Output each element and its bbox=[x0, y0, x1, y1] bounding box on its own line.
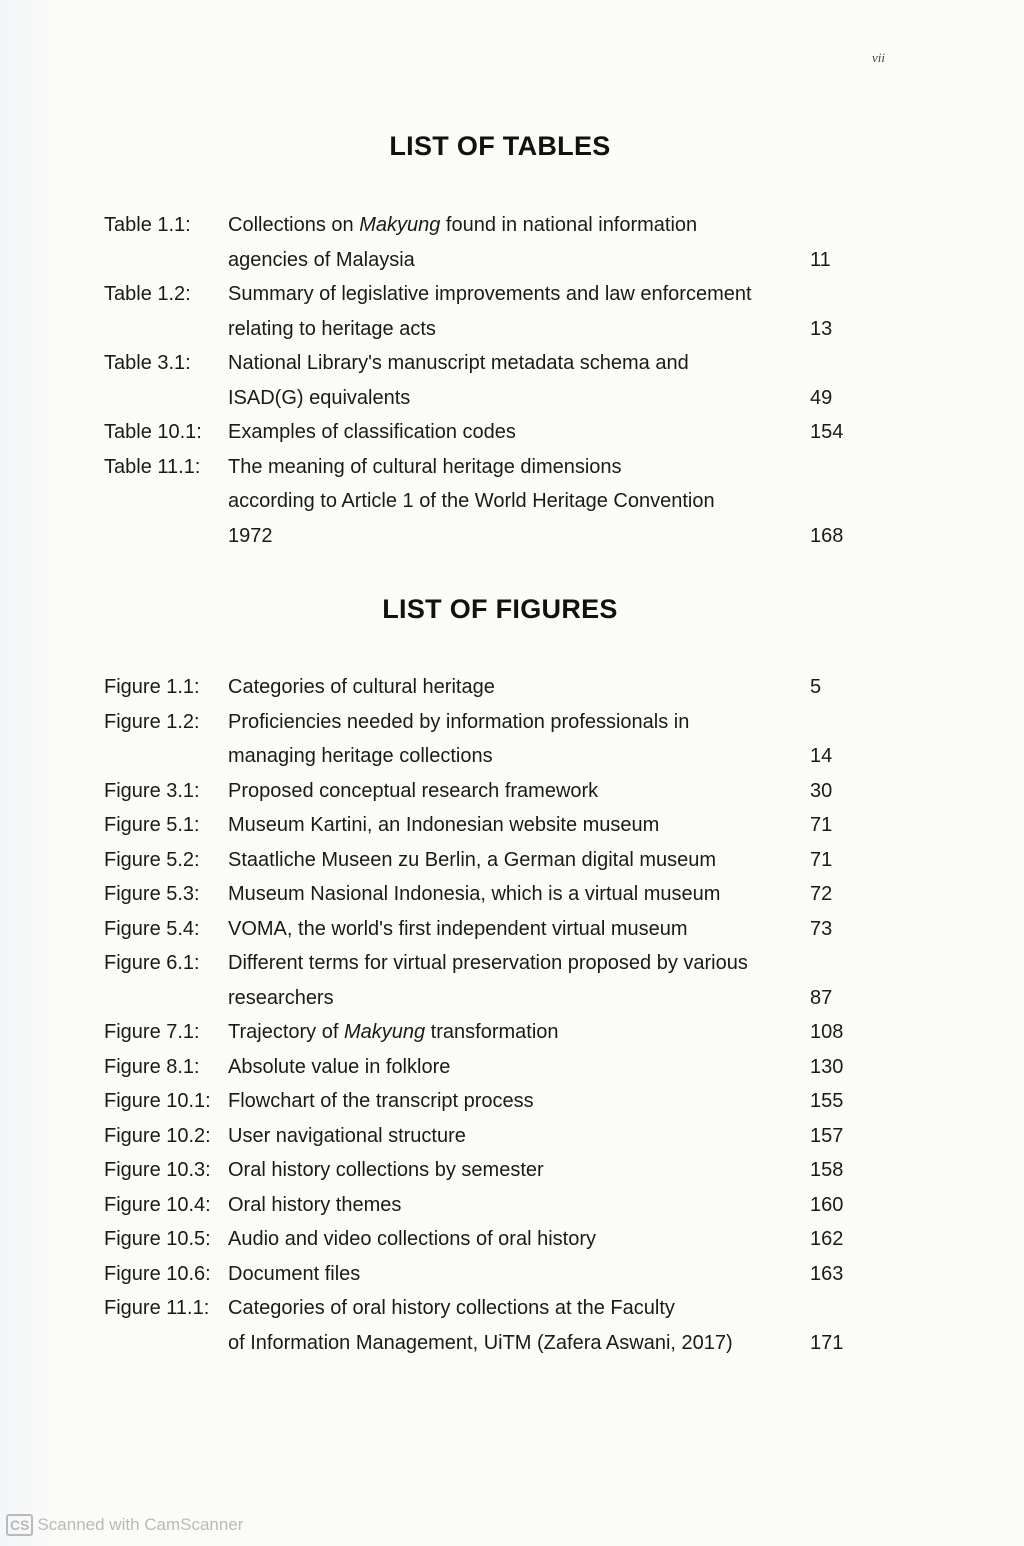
entry-title-line: Oral history collections by semester bbox=[228, 1159, 544, 1181]
figure-entry bbox=[104, 912, 854, 947]
entry-label: Figure 7.1: bbox=[104, 1021, 200, 1043]
entry-page-number: 157 bbox=[810, 1124, 844, 1147]
entry-title-line: The meaning of cultural heritage dimensions bbox=[228, 455, 622, 478]
entry-page-number: 158 bbox=[810, 1159, 844, 1181]
entry-label: Figure 10.1: bbox=[104, 1090, 211, 1112]
entry-title-line: managing heritage collections bbox=[228, 745, 493, 767]
entry-title bbox=[228, 1291, 788, 1360]
entry-title bbox=[228, 277, 788, 346]
entry-page-number: 49 bbox=[810, 386, 833, 409]
entry-label: Figure 5.2: bbox=[104, 848, 200, 871]
entry-page-number: 171 bbox=[810, 1331, 844, 1354]
entry-title bbox=[228, 808, 788, 843]
table-entry bbox=[104, 450, 854, 554]
list-of-figures-heading: LIST OF FIGURES bbox=[382, 594, 618, 624]
entry-page-number: 73 bbox=[810, 917, 833, 940]
figure-entry bbox=[104, 843, 854, 878]
figure-entry bbox=[104, 1119, 854, 1154]
entry-label: Table 10.1: bbox=[104, 421, 202, 443]
camscanner-logo-icon: CS bbox=[6, 1514, 33, 1536]
entry-label: Figure 10.2: bbox=[104, 1124, 211, 1147]
figure-entry bbox=[104, 1050, 854, 1085]
page-number: vii bbox=[872, 50, 885, 65]
entry-page-number: 108 bbox=[810, 1021, 844, 1043]
figure-entry bbox=[104, 1291, 854, 1360]
entry-title bbox=[228, 1153, 788, 1188]
entry-title-line: National Library's manuscript metadata schema and bbox=[228, 352, 689, 374]
entry-title bbox=[228, 877, 788, 912]
entry-page-number: 163 bbox=[810, 1262, 844, 1285]
figure-entry bbox=[104, 877, 854, 912]
entry-page-number: 14 bbox=[810, 745, 833, 767]
entry-label: Figure 11.1: bbox=[104, 1297, 210, 1319]
table-entry bbox=[104, 208, 854, 277]
entry-title bbox=[228, 1257, 788, 1292]
entry-title bbox=[228, 1050, 788, 1085]
figure-entry bbox=[104, 1015, 854, 1050]
entry-page-number: 5 bbox=[810, 676, 822, 698]
entry-label: Figure 10.3: bbox=[104, 1159, 211, 1181]
entry-title-line: ISAD(G) equivalents bbox=[228, 386, 411, 409]
entry-title-line: Proficiencies needed by information professionals in bbox=[228, 710, 690, 733]
entry-page-number: 130 bbox=[810, 1055, 844, 1078]
entry-page-number: 11 bbox=[810, 248, 831, 271]
entry-title-line: Audio and video collections of oral history bbox=[228, 1228, 596, 1250]
entry-title bbox=[228, 843, 788, 878]
entry-page-number: 30 bbox=[810, 779, 833, 802]
entry-title bbox=[228, 346, 788, 415]
entry-label: Figure 10.5: bbox=[104, 1228, 211, 1250]
entry-page-number: 162 bbox=[810, 1228, 844, 1250]
entry-page-number: 71 bbox=[810, 848, 833, 871]
entry-label: Figure 10.4: bbox=[104, 1193, 211, 1216]
entry-page-number: 13 bbox=[810, 317, 833, 340]
entry-title-line: Different terms for virtual preservation proposed by various bbox=[228, 952, 748, 974]
entry-title bbox=[228, 450, 788, 554]
figure-entry bbox=[104, 1222, 854, 1257]
entry-title-line: Staatliche Museen zu Berlin, a German digital museum bbox=[228, 848, 717, 871]
entry-title-line: Flowchart of the transcript process bbox=[228, 1090, 534, 1112]
entry-label: Figure 1.1: bbox=[104, 676, 200, 698]
entry-title-line: Museum Nasional Indonesia, which is a virtual museum bbox=[228, 883, 721, 905]
entry-label: Figure 8.1: bbox=[104, 1055, 200, 1078]
entry-title-line: User navigational structure bbox=[228, 1124, 466, 1147]
entry-title-line: 1972 bbox=[228, 524, 273, 547]
entry-title bbox=[228, 415, 788, 450]
figure-entry bbox=[104, 670, 854, 705]
tables-list bbox=[104, 208, 854, 553]
entry-label: Figure 5.1: bbox=[104, 814, 200, 836]
entry-page-number: 155 bbox=[810, 1090, 844, 1112]
entry-title-line: Museum Kartini, an Indonesian website museum bbox=[228, 814, 660, 836]
entry-title-line: Collections on Makyung found in national information bbox=[228, 214, 698, 236]
entry-title bbox=[228, 1015, 788, 1050]
entry-title-line: Summary of legislative improvements and law enforcement bbox=[228, 283, 752, 305]
entry-page-number: 71 bbox=[810, 814, 833, 836]
entry-title bbox=[228, 946, 788, 1015]
entry-title-line: Document files bbox=[228, 1262, 361, 1285]
entry-page-number: 160 bbox=[810, 1193, 844, 1216]
entry-title-line: agencies of Malaysia bbox=[228, 248, 415, 271]
entry-label: Figure 3.1: bbox=[104, 779, 200, 802]
watermark-text: Scanned with CamScanner bbox=[37, 1515, 244, 1534]
entry-label: Figure 6.1: bbox=[104, 952, 200, 974]
list-of-tables-heading: LIST OF TABLES bbox=[389, 131, 611, 161]
entry-title-line: Absolute value in folklore bbox=[228, 1055, 451, 1078]
entry-title-line: Categories of cultural heritage bbox=[228, 676, 495, 698]
table-entry bbox=[104, 277, 854, 346]
entry-title-line: according to Article 1 of the World Heritage Convention bbox=[228, 490, 715, 512]
entry-title-line: Proposed conceptual research framework bbox=[228, 779, 599, 802]
entry-title-line: researchers bbox=[228, 986, 334, 1009]
entry-page-number: 154 bbox=[810, 421, 844, 443]
entry-label: Table 1.1: bbox=[104, 214, 191, 236]
table-entry bbox=[104, 346, 854, 415]
entry-title bbox=[228, 705, 788, 774]
entry-label: Table 3.1: bbox=[104, 352, 191, 374]
entry-title bbox=[228, 670, 788, 705]
entry-label: Figure 5.3: bbox=[104, 883, 200, 905]
entry-title-line: Examples of classification codes bbox=[228, 421, 516, 443]
entry-page-number: 87 bbox=[810, 986, 833, 1009]
figure-entry bbox=[104, 774, 854, 809]
entry-title bbox=[228, 774, 788, 809]
figure-entry bbox=[104, 1084, 854, 1119]
entry-title-line: of Information Management, UiTM (Zafera Aswani, 2017) bbox=[228, 1331, 733, 1354]
entry-label: Table 11.1: bbox=[104, 455, 201, 478]
entry-title bbox=[228, 208, 788, 277]
table-entry bbox=[104, 415, 854, 450]
entry-title-line: relating to heritage acts bbox=[228, 317, 436, 340]
entry-title bbox=[228, 1119, 788, 1154]
camscanner-watermark bbox=[6, 1514, 243, 1536]
figure-entry bbox=[104, 1257, 854, 1292]
entry-page-number: 168 bbox=[810, 524, 844, 547]
entry-label: Figure 1.2: bbox=[104, 710, 200, 733]
figure-entry bbox=[104, 808, 854, 843]
entry-title-line: VOMA, the world's first independent virtual museum bbox=[228, 917, 688, 940]
entry-title-line: Categories of oral history collections at the Faculty bbox=[228, 1297, 675, 1319]
entry-title-line: Oral history themes bbox=[228, 1193, 402, 1216]
figure-entry bbox=[104, 705, 854, 774]
entry-title-line: Trajectory of Makyung transformation bbox=[228, 1021, 559, 1043]
entry-title bbox=[228, 1188, 788, 1223]
entry-label: Figure 5.4: bbox=[104, 917, 200, 940]
figure-entry bbox=[104, 1188, 854, 1223]
entry-label: Table 1.2: bbox=[104, 283, 191, 305]
entry-page-number: 72 bbox=[810, 883, 833, 905]
entry-title bbox=[228, 1084, 788, 1119]
entry-title bbox=[228, 1222, 788, 1257]
figures-list bbox=[104, 670, 854, 1360]
figure-entry bbox=[104, 1153, 854, 1188]
entry-label: Figure 10.6: bbox=[104, 1262, 211, 1285]
entry-title bbox=[228, 912, 788, 947]
figure-entry bbox=[104, 946, 854, 1015]
